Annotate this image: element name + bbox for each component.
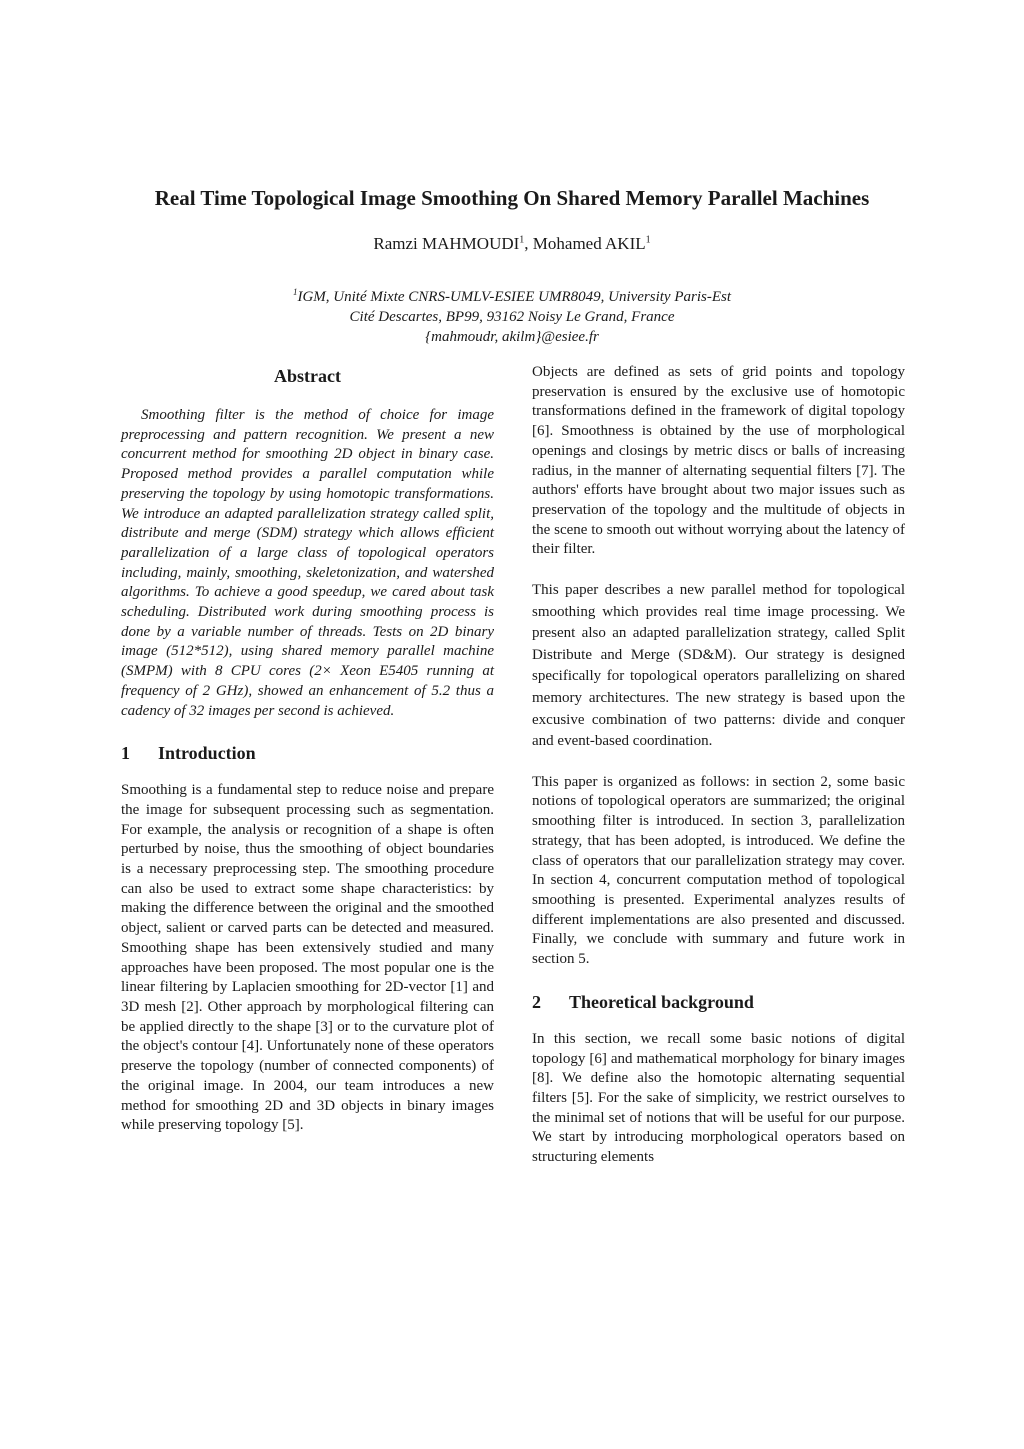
affiliation-marker: 1: [292, 287, 298, 297]
paper-title: Real Time Topological Image Smoothing On Shared Memory Parallel Machines: [154, 186, 870, 210]
author-name: Mohamed AKIL: [532, 234, 646, 253]
author-line: [0, 234, 1024, 254]
paragraph: Objects are defined as sets of grid points and topology preservation is ensured by the exclusive use of homotopic transformations defined in the framework of digital topology [6]. Smoothness is obtained by the use of morphological openings and closings by metric discs or balls of increasing radius, in the manner of alternating sequential filters [7]. The authors' efforts have brought about two major issues such as preservation of the topology and the multitude of objects in the scene to smooth out without worrying about the latency of their filter.: [532, 364, 905, 558]
section-title: Theoretical background: [569, 991, 754, 1012]
paragraph-gap: [532, 560, 905, 580]
affiliation-marker: 1: [519, 234, 525, 246]
affiliation-address: Cité Descartes, BP99, 93162 Noisy Le Grand, France: [349, 309, 675, 325]
affiliation-line: [0, 282, 1024, 307]
affiliation-text: IGM, Unité Mixte CNRS-UMLV-ESIEE UMR8049, University Paris-Est: [297, 289, 732, 305]
left-column: [121, 364, 494, 1136]
section-title: Introduction: [158, 743, 256, 764]
paragraph-gap: [532, 753, 905, 773]
section-heading-introduction: [121, 741, 494, 765]
right-column: [532, 363, 905, 1168]
section-number: 1: [121, 743, 130, 764]
affiliation-email: {mahmoudr, akilm}@esiee.fr: [425, 329, 599, 345]
paragraph: This paper is organized as follows: in section 2, some basic notions of topological operators are summarized; the original smoothing filter is introduced. In section 3, parallelization strategy, that has been adopted, is introduced. We define the class of operators that our parallelization strategy may cover. In section 4, concurrent computation method of topological smoothing is presented. Experimental analyzes results of different implementations are also presented and discussed. Finally, we conclude with summary and future work in section 5.: [532, 773, 905, 968]
author-separator: ,: [524, 234, 533, 253]
affiliation-marker: 1: [645, 234, 651, 246]
section-number: 2: [532, 991, 541, 1012]
paragraph: Smoothing is a fundamental step to reduce noise and prepare the image for subsequent processing such as segmentation. For example, the analysis or recognition of a shape is often perturbed by noise, thus the smoothing of object boundaries is a necessary preprocessing step. The smoothing procedure can also be used to extract some shape characteristics: by making the difference between the original and the smoothed object, salient or carved parts can be detected and measured. Smoothing shape has been extensively studied and many approaches have been proposed. The most popular one is the linear filtering by Laplacien smoothing for 2D-vector [1] and 3D mesh [2]. Other approach by morphological filtering can be applied directly to the shape [3] or to the curvature plot of the object's contour [4]. Unfortunately none of these operators preserve the topology (number of connected components) of the original image. In 2004, our team introduces a new method for smoothing 2D and 3D objects in binary images while preserving topology [5].: [121, 782, 495, 1134]
author-name: Ramzi MAHMOUDI: [373, 234, 520, 253]
paragraph: This paper describes a new parallel method for topological smoothing which provides real time image processing. We present also an adapted parallelization strategy, called Split Distribute and Merge (SD&M). Our strategy is designed specifically for topological operators parallelizing on shared memory architectures. The new strategy is based upon the excusive combination of two patterns: divide and conquer and event-based coordination.: [532, 582, 905, 750]
affiliation-block: [0, 282, 1024, 347]
abstract-heading: Abstract: [274, 366, 341, 386]
section-heading-theoretical-background: [532, 990, 905, 1014]
paragraph: In this section, we recall some basic notions of digital topology [6] and mathematical morphology for binary images [8]. We define also the homotopic alternating sequential filters [5]. For the sake of simplicity, we restrict ourselves to the minimal set of notions that will be useful for our purpose. We start by introducing morphological operators based on structuring elements: [532, 1030, 905, 1166]
abstract-text: Smoothing filter is the method of choice for image preprocessing and pattern recognition. We present a new concurrent method for smoothing 2D object in binary case. Proposed method provides a parallel computation while preserving the topology by using homotopic transformations. We introduce an adapted parallelization strategy called split, distribute and merge (SDM) strategy which allows efficient parallelization of a large class of topological operators including, mainly, smoothing, skeletonization, and watershed algorithms. To achieve a good speedup, we cared about task scheduling. Distributed work during smoothing process is done by a variable number of threads. Tests on 2D binary image (512*512), using shared memory parallel machine (SMPM) with 8 CPU cores (2× Xeon E5405 running at frequency of 2 GHz), showed an enhancement of 5.2 thus a cadency of 32 images per second is achieved.: [121, 407, 494, 719]
